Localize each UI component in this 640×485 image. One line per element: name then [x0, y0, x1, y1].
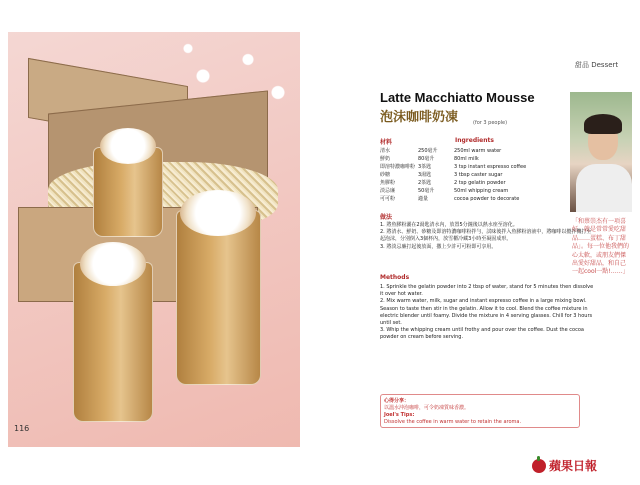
serves-note: (for 3 people) — [473, 120, 508, 126]
step-en: 1. Sprinkle the gelatin powder into 2 tbsp of water, stand for 5 minutes then dissolve it over hot water. — [380, 284, 594, 298]
chef-photo — [570, 92, 632, 212]
tips-text-zh: 以溫水沖泡咖啡，可令奶凍質味香濃。 — [384, 405, 470, 411]
method-heading-en: Methods — [380, 274, 410, 281]
glass-front-left — [73, 262, 153, 422]
ingredient-row: 淡忌廉 50毫升 50ml whipping cream — [380, 188, 509, 194]
side-quote: 「和蔡崇杰有一項喜好，就是常常愛吃甜品……蛋糕、布丁甜品」。每一位他我們的心太軟，或朋友們傑出愛好甜品，和自己一起cool一點!……」 — [572, 218, 630, 276]
section-tag: 甜品 Dessert — [575, 61, 619, 69]
ingredient-row: 魚膠粉 2茶匙 2 tsp gelatin powder — [380, 180, 506, 186]
ingredients-heading-en: Ingredients — [455, 137, 494, 144]
tips-heading-en: Joel's Tips: — [384, 412, 415, 418]
steps-zh — [380, 222, 595, 251]
recipe-page — [300, 32, 632, 447]
ingredient-row: 鮮奶 80毫升 80ml milk — [380, 156, 479, 162]
method-heading-zh: 做法 — [380, 214, 393, 221]
ingredient-row: 清水 250毫升 250ml warm water — [380, 148, 502, 154]
tips-heading-zh: 心得分享： — [384, 398, 410, 404]
chef-shirt — [576, 164, 632, 212]
recipe-photo — [8, 32, 300, 447]
recipe-title-en: Latte Macchiatto Mousse — [380, 90, 535, 105]
foam-front-right — [180, 190, 256, 236]
ingredient-row: 可可粉 適量 cocoa powder to decorate — [380, 196, 520, 202]
step-zh: 1. 將魚膠粉灑在2湯匙清水內，放置5分鐘後以熱水座至溶化。 — [380, 222, 518, 228]
recipe-title-zh: 泡沫咖啡奶凍 — [380, 110, 459, 125]
ingredients-heading-zh: 材料 — [380, 139, 393, 146]
page-number-left: 116 — [14, 424, 30, 433]
step-en: 3. Whip the whipping cream until frothy and pour over the coffee. Dust the cocoa powder on cream before serving. — [380, 327, 584, 341]
foam-front-left — [80, 242, 146, 286]
ingredient-row: 即溶特濃咖啡粉 3茶匙 3 tsp instant espresso coffee — [380, 164, 527, 170]
steps-en — [380, 284, 595, 342]
ingredient-row: 砂糖 3湯匙 3 tbsp caster sugar — [380, 172, 503, 178]
step-en: 2. Mix warm water, milk, sugar and instant espresso coffee in a large mixing bowl. Season to taste then stir in the gelatin. Allow it to cool. Blend the coffee mixture in electric blender until foamy. Divide the mixture in 4 serving glasses. Chill for 3 hours until set. — [380, 298, 593, 327]
foam-back — [100, 128, 156, 164]
newspaper-logo — [532, 457, 597, 474]
apple-icon — [532, 459, 546, 473]
chef-hair — [584, 114, 622, 134]
step-zh: 2. 將清水、鮮奶、砂糖及即溶特濃咖啡粉拌勻，試味後拌入魚膠粉溶液中，將咖啡以攪拌機打至起泡沫，分別倒入3個杯內，放雪櫃冷藏3小時至凝固成形。 — [380, 229, 592, 243]
step-zh: 3. 將淡忌廉打起後放面，撒上少許可可粉即可享用。 — [380, 243, 497, 250]
tips-box — [380, 394, 580, 428]
tips-text-en: Dissolve the coffee in warm water to retain the aroma. — [384, 419, 522, 425]
glass-front-right — [176, 210, 261, 385]
logo-text: 蘋果日報 — [549, 459, 598, 473]
ingredients-table — [380, 147, 580, 203]
